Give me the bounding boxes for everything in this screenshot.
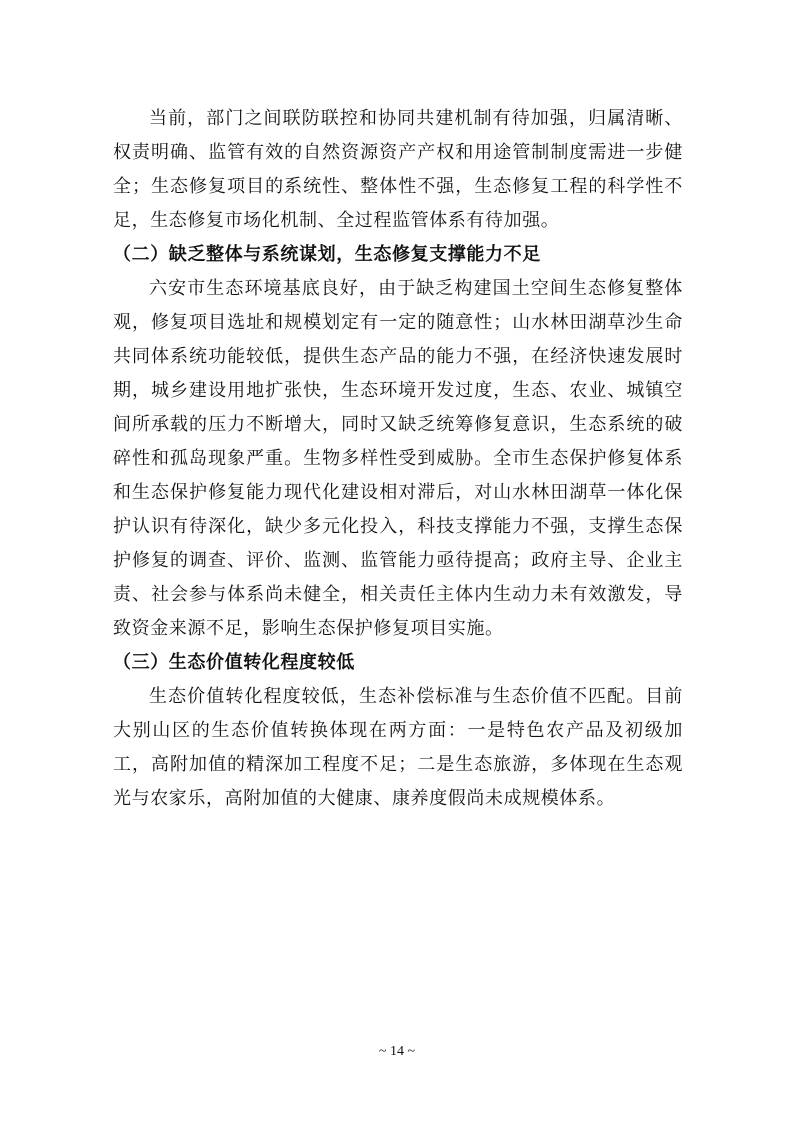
page-number: ~ 14 ~ <box>378 1044 416 1059</box>
paragraph-planning: 六安市生态环境基底良好，由于缺乏构建国土空间生态修复整体观，修复项目选址和规模划定有一定的随意性；山水林田湖草沙生命共同体系统功能较低，提供生态产品的能力不强，在经济快速发展时期，城乡建设用地扩张快，生态环境开发过度，生态、农业、城镇空间所承载的压力不断增大，同时又缺乏统筹修复意识，生态系统的破碎性和孤岛现象严重。生物多样性受到威胁。全市生态保护修复体系和生态保护修复能力现代化建设相对滞后，对山水林田湖草一体化保护认识有待深化，缺少多元化投入，科技支撑能力不强，支撑生态保护修复的调查、评价、监测、监管能力亟待提高；政府主导、企业主责、社会参与体系尚未健全，相关责任主体内生动力未有效激发，导致资金来源不足，影响生态保护修复项目实施。 <box>113 278 683 639</box>
paragraph-eco-value: 生态价值转化程度较低，生态补偿标准与生态价值不匹配。目前大别山区的生态价值转换体现在两方面：一是特色农产品及初级加工，高附加值的精深加工程度不足；二是生态旅游，多体现在生态观光与农家乐，高附加值的大健康、康养度假尚未成规模体系。 <box>113 686 683 809</box>
paragraph-supervision: 当前，部门之间联防联控和协同共建机制有待加强，归属清晰、权责明确、监管有效的自然资源资产产权和用途管制制度需进一步健全；生态修复项目的系统性、整体性不强，生态修复工程的科学性不足，生态修复市场化机制、全过程监管体系有待加强。 <box>113 108 683 231</box>
document-body <box>113 102 683 816</box>
section-heading-3: （三）生态价值转化程度较低 <box>113 652 355 673</box>
section-heading-2: （二）缺乏整体与系统谋划，生态修复支撑能力不足 <box>113 244 541 265</box>
